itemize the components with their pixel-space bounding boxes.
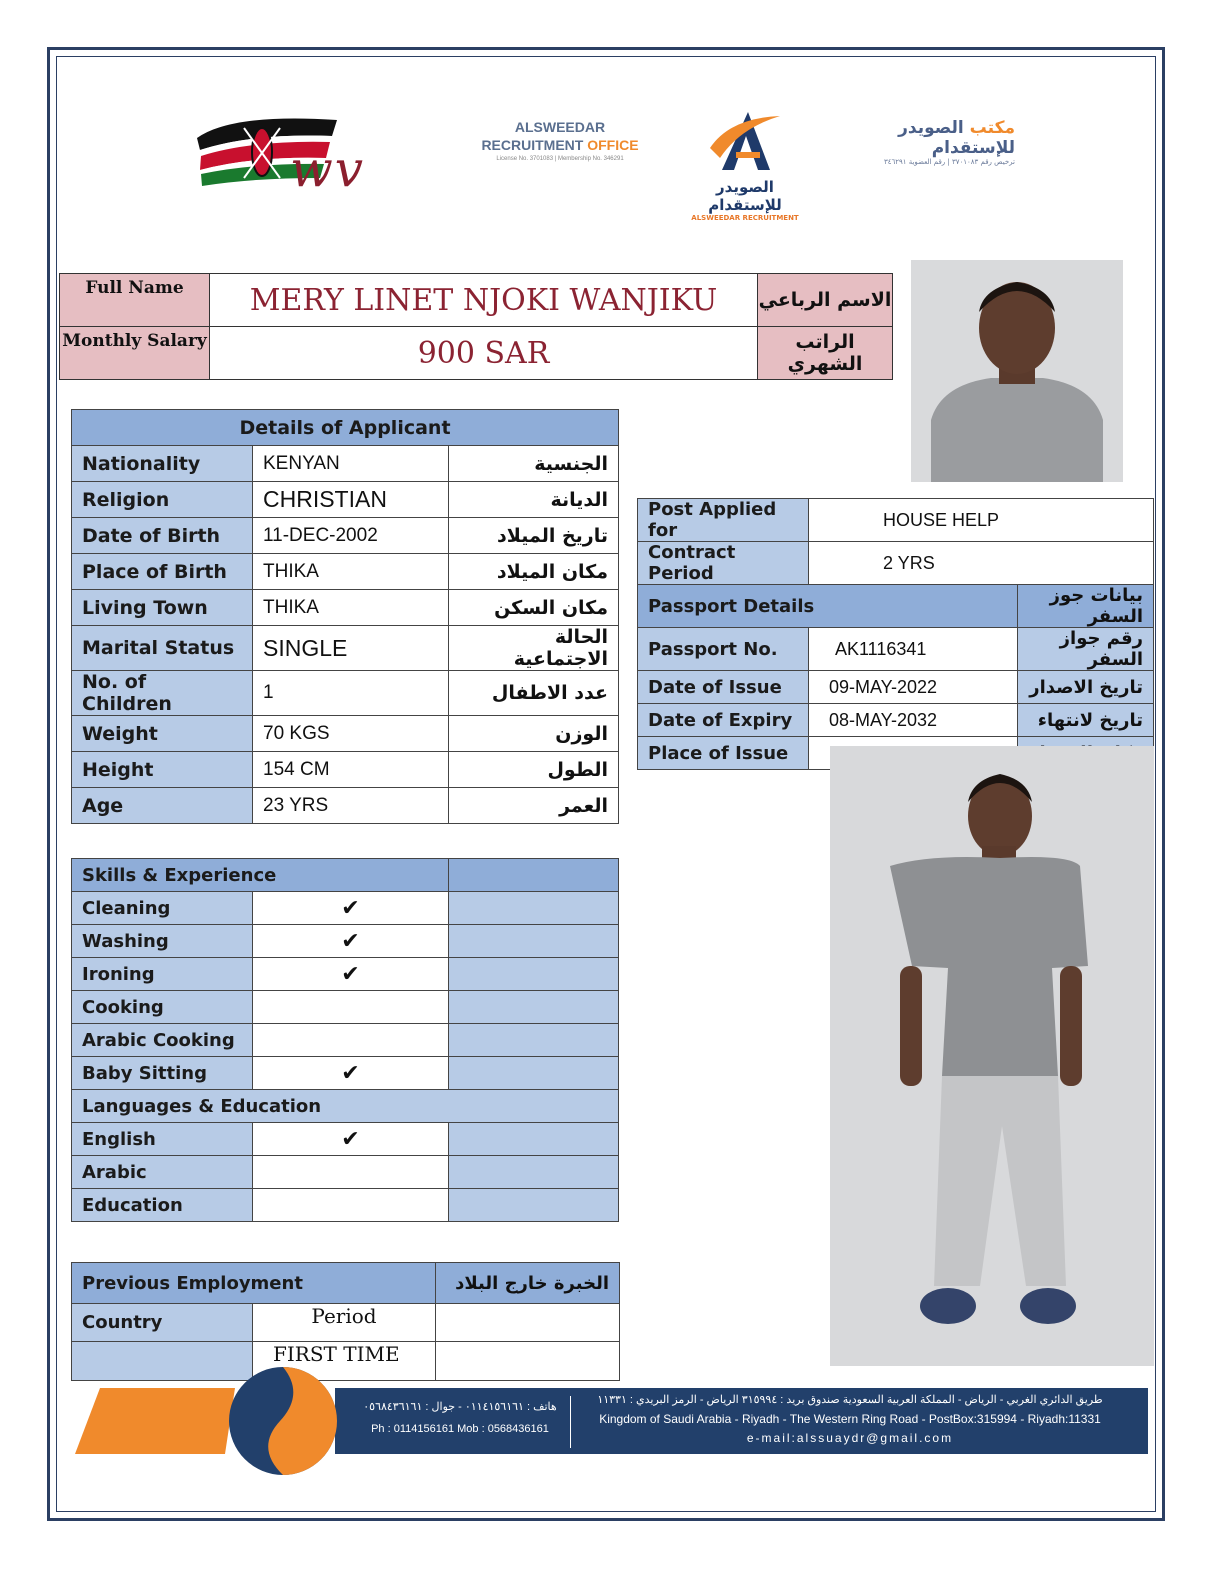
- detail-value: 70 KGS: [253, 716, 449, 752]
- skill-label: Washing: [72, 925, 253, 958]
- detail-value: THIKA: [253, 590, 449, 626]
- detail-row: [72, 482, 619, 518]
- salary-value: 900 SAR: [210, 327, 758, 380]
- skill-check: ✔: [253, 958, 449, 991]
- passport-label: Passport No.: [638, 628, 809, 671]
- previous-blank-1: [436, 1304, 620, 1342]
- post-passport-table: [637, 498, 1154, 770]
- detail-label: Weight: [72, 716, 253, 752]
- detail-value: THIKA: [253, 554, 449, 590]
- details-title: Details of Applicant: [72, 410, 619, 446]
- detail-value: SINGLE: [253, 626, 449, 671]
- wv-logo-text: wv: [290, 140, 366, 198]
- post-value: HOUSE HELP: [809, 499, 1154, 542]
- passport-value: 09-MAY-2022: [809, 671, 1018, 704]
- footer-address-english: Kingdom of Saudi Arabia - Riyadh - The Western Ring Road - PostBox:315994 - Riyadh:11331: [599, 1412, 1101, 1426]
- language-label: Education: [72, 1189, 253, 1222]
- detail-arabic-label: عدد الاطفال: [449, 671, 619, 716]
- detail-row: [72, 671, 619, 716]
- detail-row: [72, 518, 619, 554]
- skill-row: [72, 1024, 619, 1057]
- language-check: [253, 1156, 449, 1189]
- salary-arabic-label: الراتب الشهري: [758, 327, 893, 380]
- passport-row: [638, 671, 1154, 704]
- salary-label: Monthly Salary: [60, 327, 210, 380]
- detail-label: Marital Status: [72, 626, 253, 671]
- detail-value: KENYAN: [253, 446, 449, 482]
- skill-blank: [449, 1024, 619, 1057]
- language-label: English: [72, 1123, 253, 1156]
- passport-arabic-label: تاريخ لانتهاء: [1018, 704, 1154, 737]
- language-row: [72, 1156, 619, 1189]
- a-logo-english: ALSWEEDAR RECRUITMENT: [691, 214, 799, 222]
- ar-office-prefix: مكتب: [969, 118, 1015, 138]
- skill-row: [72, 892, 619, 925]
- full-name-value: MERY LINET NJOKI WANJIKU: [210, 274, 758, 327]
- language-check: [253, 1189, 449, 1222]
- detail-row: [72, 446, 619, 482]
- skill-check: [253, 991, 449, 1024]
- detail-arabic-label: الجنسية: [449, 446, 619, 482]
- detail-label: Height: [72, 752, 253, 788]
- footer-address-arabic: طريق الدائري الغربي - الرياض - المملكة العربية السعودية صندوق بريد : ٣١٥٩٩٤ الرياض - الرمز البريدي : ١١٣٣١: [597, 1394, 1103, 1406]
- detail-value: CHRISTIAN: [253, 482, 449, 518]
- full-name-label: Full Name: [60, 274, 210, 327]
- full-body-photo: [830, 746, 1154, 1366]
- language-row: [72, 1123, 619, 1156]
- a-logo-arabic: الصويدر للإستقدام: [708, 178, 782, 214]
- detail-label: Date of Birth: [72, 518, 253, 554]
- skill-row: [72, 991, 619, 1024]
- detail-arabic-label: مكان السكن: [449, 590, 619, 626]
- detail-arabic-label: مكان الميلاد: [449, 554, 619, 590]
- passport-label: Place of Issue: [638, 737, 809, 770]
- full-name-arabic-label: الاسم الرباعي: [758, 274, 893, 327]
- passport-label: Date of Issue: [638, 671, 809, 704]
- detail-label: No. of Children: [72, 671, 253, 716]
- detail-label: Place of Birth: [72, 554, 253, 590]
- detail-value: 1: [253, 671, 449, 716]
- detail-row: [72, 590, 619, 626]
- skill-row: [72, 958, 619, 991]
- skill-check: [253, 1024, 449, 1057]
- passport-arabic-label: تاريخ الاصدار: [1018, 671, 1154, 704]
- skill-label: Baby Sitting: [72, 1057, 253, 1090]
- detail-row: [72, 554, 619, 590]
- passport-arabic-label: رقم جواز السفر: [1018, 628, 1154, 671]
- alsweedar-recruitment: RECRUITMENT: [481, 137, 584, 153]
- detail-arabic-label: الطول: [449, 752, 619, 788]
- language-check: ✔: [253, 1123, 449, 1156]
- footer-email[interactable]: e-mail:alssuaydr@gmail.com: [746, 1431, 954, 1445]
- passport-value: 08-MAY-2032: [809, 704, 1018, 737]
- name-salary-table: [59, 273, 893, 380]
- contract-value: 2 YRS: [809, 542, 1154, 585]
- a-logo: [680, 108, 810, 222]
- detail-row: [72, 716, 619, 752]
- passport-row: [638, 628, 1154, 671]
- previous-title-arabic: الخبرة خارج البلاد: [436, 1263, 620, 1304]
- alsweedar-license: License No. 3701083 | Membership No. 346291: [496, 156, 624, 162]
- detail-row: [72, 788, 619, 824]
- alsweedar-line1: ALSWEEDAR: [514, 119, 606, 135]
- detail-row: [72, 626, 619, 671]
- skill-label: Arabic Cooking: [72, 1024, 253, 1057]
- footer-address: [575, 1391, 1125, 1448]
- skills-table: [71, 858, 619, 1222]
- detail-arabic-label: الحالة الاجتماعية: [449, 626, 619, 671]
- detail-label: Religion: [72, 482, 253, 518]
- portrait-photo: [911, 260, 1123, 482]
- passport-label: Date of Expiry: [638, 704, 809, 737]
- a-letter-icon: [700, 108, 790, 174]
- passport-value: AK1116341: [809, 628, 1018, 671]
- language-blank: [449, 1156, 619, 1189]
- footer-phone-english: Ph : 0114156161 Mob : 0568436161: [371, 1423, 549, 1435]
- skill-row: [72, 1057, 619, 1090]
- detail-arabic-label: العمر: [449, 788, 619, 824]
- previous-title: Previous Employment: [72, 1263, 436, 1304]
- country-value: [72, 1342, 253, 1381]
- footer-separator: [570, 1396, 571, 1448]
- language-blank: [449, 1189, 619, 1222]
- ar-license: ترخيص رقم ٣٧٠١٠٨٣ | رقم العضوية ٣٤٦٢٩١: [883, 158, 1015, 166]
- detail-arabic-label: تاريخ الميلاد: [449, 518, 619, 554]
- language-row: [72, 1189, 619, 1222]
- detail-label: Nationality: [72, 446, 253, 482]
- detail-label: Living Town: [72, 590, 253, 626]
- footer-phone: [360, 1396, 560, 1440]
- languages-title: Languages & Education: [72, 1090, 619, 1123]
- contract-label: Contract Period: [638, 542, 809, 585]
- passport-header-arabic: بيانات جوز السفر: [1018, 585, 1154, 628]
- ar-office-name: الصويدر للإستقدام: [898, 118, 1015, 158]
- skills-title: Skills & Experience: [72, 859, 449, 892]
- alsweedar-office: OFFICE: [587, 137, 639, 153]
- skill-check: ✔: [253, 892, 449, 925]
- skill-blank: [449, 892, 619, 925]
- detail-label: Age: [72, 788, 253, 824]
- skill-blank: [449, 991, 619, 1024]
- detail-arabic-label: الديانة: [449, 482, 619, 518]
- detail-row: [72, 752, 619, 788]
- passport-header: Passport Details: [638, 585, 1018, 628]
- previous-blank-2: [436, 1342, 620, 1381]
- skill-blank: [449, 1057, 619, 1090]
- passport-row: [638, 704, 1154, 737]
- alsweedar-logo: [470, 118, 650, 164]
- language-blank: [449, 1123, 619, 1156]
- detail-value: 154 CM: [253, 752, 449, 788]
- skill-label: Ironing: [72, 958, 253, 991]
- detail-value: 23 YRS: [253, 788, 449, 824]
- post-label: Post Applied for: [638, 499, 809, 542]
- footer-logo-graphic: [75, 1388, 375, 1454]
- detail-arabic-label: الوزن: [449, 716, 619, 752]
- skill-row: [72, 925, 619, 958]
- skill-blank: [449, 958, 619, 991]
- skill-label: Cleaning: [72, 892, 253, 925]
- language-label: Arabic: [72, 1156, 253, 1189]
- skills-header-blank: [449, 859, 619, 892]
- previous-employment-table: [71, 1262, 620, 1381]
- skill-check: ✔: [253, 1057, 449, 1090]
- skill-check: ✔: [253, 925, 449, 958]
- arabic-office-logo: [825, 118, 1015, 166]
- skill-blank: [449, 925, 619, 958]
- skill-label: Cooking: [72, 991, 253, 1024]
- footer-phone-arabic: هاتف : ٠١١٤١٥٦١٦١ - جوال : ٠٥٦٨٤٣٦١٦١: [363, 1401, 557, 1413]
- first-time-value: FIRST TIME: [253, 1342, 436, 1381]
- details-table: [71, 409, 619, 824]
- period-label: Period: [253, 1304, 436, 1342]
- detail-value: 11-DEC-2002: [253, 518, 449, 554]
- country-label: Country: [72, 1304, 253, 1342]
